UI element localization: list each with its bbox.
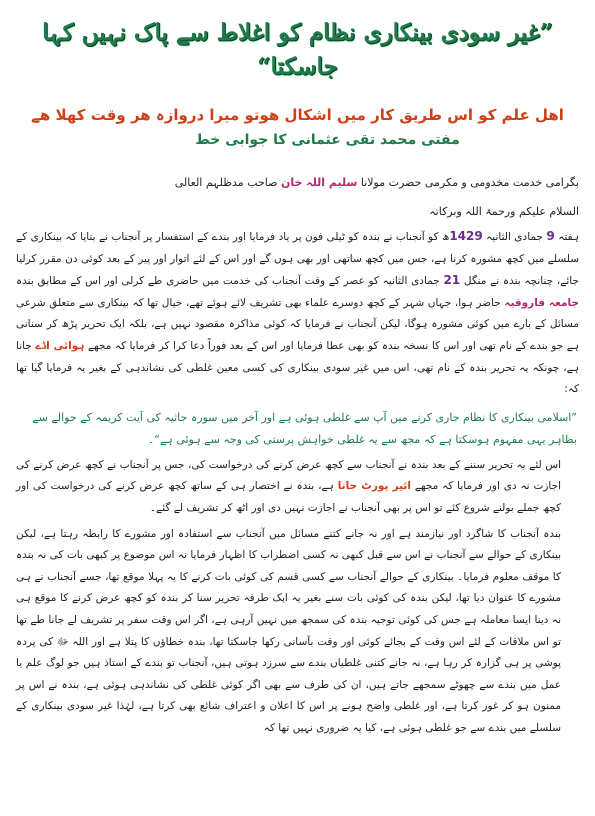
- paragraph-1: [16, 226, 579, 401]
- p1-day2: 21: [443, 273, 461, 288]
- paragraph-3: بندہ آنجناب کا شاگرد اور نیازمند ہے اور نہ جانے کتنے مسائل میں آنجناب سے استفادہ اور مشورے کا رابطہ رہتا ہے، لیکن بینکاری کے حوالے سے آنجناب نے اس سے قبل کبھی نہ کسی اضطراب کا اظہار فرمایا نہ اس موضوع پر کبھی بات کی نہ بندہ کا موقف معلوم فرمایا۔ بینکاری کے حوالے آنجناب سے کسی قسم کی کوئی بات کرنے کا یہ پہلا موقع تھا، جسے آنجناب نے ہی مشورے کا عنوان دیا تھا، لیکن بندہ کی کوئی بات سنے بغیر یہ ایک طرفہ تحریر سنا کر بندہ کو کچھ عرض کرنے کا موقع ہی نہ دینا ایسا معاملہ ہے جس کی کوئی توجیہ بندہ کی سمجھ میں نہیں آرہی ہے، اگر اس وقت سفر پر تشریف لے جانا طے تھا تو اس ملاقات کے لئے اس وقت کے بجائے کوئی اور وقت بآسانی رکھا جاسکتا تھا، بندہ خطاؤں کا پتلا ہے اور اللہ ﷻ کی پردہ پوشی پر ہی گزارہ کر رہا ہے، نہ جانے کتنی غلطیاں بندے سے سرزد ہوتی ہیں، آنجناب تو بندے کے استاذ ہیں جو لوگ علم یا عمل میں بندے سے چھوٹے سمجھے جاتے ہیں، ان کی طرف سے بھی اگر کوئی غلطی کی نشاندہی ہوئی ہے، بندہ نے اس پر ممنون ہو کر غور کرتا ہے، اور غلطی واضح ہونے پر اس کا اعلان و اعتراف شائع بھی کرتا ہے، لہٰذا غیر سودی بینکاری کے سلسلے میں بندے سے جو غلطی ہوئی ہے، کیا یہ ضروری نہیں تھا کہ: [16, 527, 561, 734]
- p1-place: جامعہ فاروقیہ: [504, 296, 579, 309]
- greeting-suffix: صاحب مدظلہم العالی: [174, 176, 278, 189]
- p2-highlight: ائیر پورٹ جانا: [337, 480, 411, 493]
- p2-text-b: ہے، بندہ نے اختصار ہی کے ساتھ کچھ عرض کرنے کی درخواست کی اور کچھ جملے بولنے شروع کئے تو اس پر بھی آنجناب نے اجازت نہیں دی اور اٹھ کر تشریف لے گئے۔: [16, 480, 561, 514]
- article-subtitle: اھل علم کو اس طریق کار میں اشکال ھوتو میرا دروازہ ھر وقت کھلا ھے: [31, 106, 564, 124]
- paragraph-2: [16, 455, 579, 520]
- p1-text-e: حاضر ہوا، جہاں شہر کے کچھ دوسرے علماء بھی تشریف لائے ہوئے تھے، خیال تھا کہ بینکاری سے متعلق شرعی مسائل کے بارے میں کوئی مشورہ ہوگا، لیکن آنجناب نے فرمایا کہ کوئی مذاکرہ مقصود نہیں ہے، بلکہ ایک تحریر پڑھ کر سنانی ہے جو بندے کے نام تھی اور اس کا نسخہ بندہ کو بھی عطا فرمایا اور اس کے بعد فوراً دعا کرا کر فرمایا کہ مجھے: [16, 296, 580, 352]
- greeting-name: سلیم اللہ خان: [280, 176, 358, 189]
- p1-text-a: ہفتہ: [558, 231, 579, 243]
- quoted-passage: ”اسلامی بینکاری کا نظام جاری کرنے میں آپ سے غلطی ہوئی ہے اور آخر میں سورہ جاثیہ کی آیت کریمہ کے حوالے سے بظاہر یہی مفہوم ہوسکتا ہے کہ مجھ سے یہ غلطی خواہش پرستی کی وجہ سے ہوئی ہے“۔: [32, 410, 577, 446]
- p1-year: 1429: [449, 229, 483, 243]
- article-byline: مفتی محمد تقی عثمانی کا جوابی خط: [195, 132, 460, 148]
- letter-greeting: [16, 172, 579, 194]
- p1-highlight: ہوائی اڈے: [35, 339, 85, 352]
- article-title: ”غیر سودی بینکاری نظام کو اغلاط سے پاک نہیں کہا جاسکتا“: [42, 19, 553, 80]
- letter-salutation: السلام علیکم ورحمۃ اللہ وبرکاتہ: [429, 205, 579, 218]
- greeting-prefix: بگرامی خدمت مخدومی و مکرمی حضرت مولانا: [360, 176, 579, 189]
- p1-text-f: جانا ہے، چونکہ یہ تحریر بندہ کے نام تھی، اس میں غیر سودی بینکاری کی کسی معین غلطی کی نشاندہی کے بغیر یہ فرمایا گیا تھا کہ:: [16, 339, 579, 396]
- p2-text-a: اس لئے یہ تحریر سننے کے بعد بندہ نے آنجناب سے کچھ عرض کرنے کی درخواست کی، جس پر آنجناب نے کچھ عرض کرنے کی اجازت نہ دی اور فرمایا کہ مجھے: [16, 458, 562, 493]
- p1-day: 9: [546, 229, 555, 243]
- p1-text-d: جمادی الثانیہ کو عصر کے وقت آنجناب کی خدمت میں حاضری طے کرلی اور اس کے مطابق بندہ: [16, 275, 440, 288]
- p1-text-c: ھ کو آنجناب نے بندہ کو ٹیلی فون پر یاد فرمایا اور بندے کے استفسار پر آنجناب نے بتایا کہ بینکاری کے سلسلے میں کچھ مشورہ کرنا ہے، جس میں کچھ ساتھی اور بھی ہوں گے اور اس کے لئے اتوار اور پیر کے بعد کوئی دن مقرر کرلیا جائے، چنانچہ بندہ نے منگل: [16, 231, 579, 288]
- p1-text-b: جمادی الثانیہ: [486, 231, 543, 243]
